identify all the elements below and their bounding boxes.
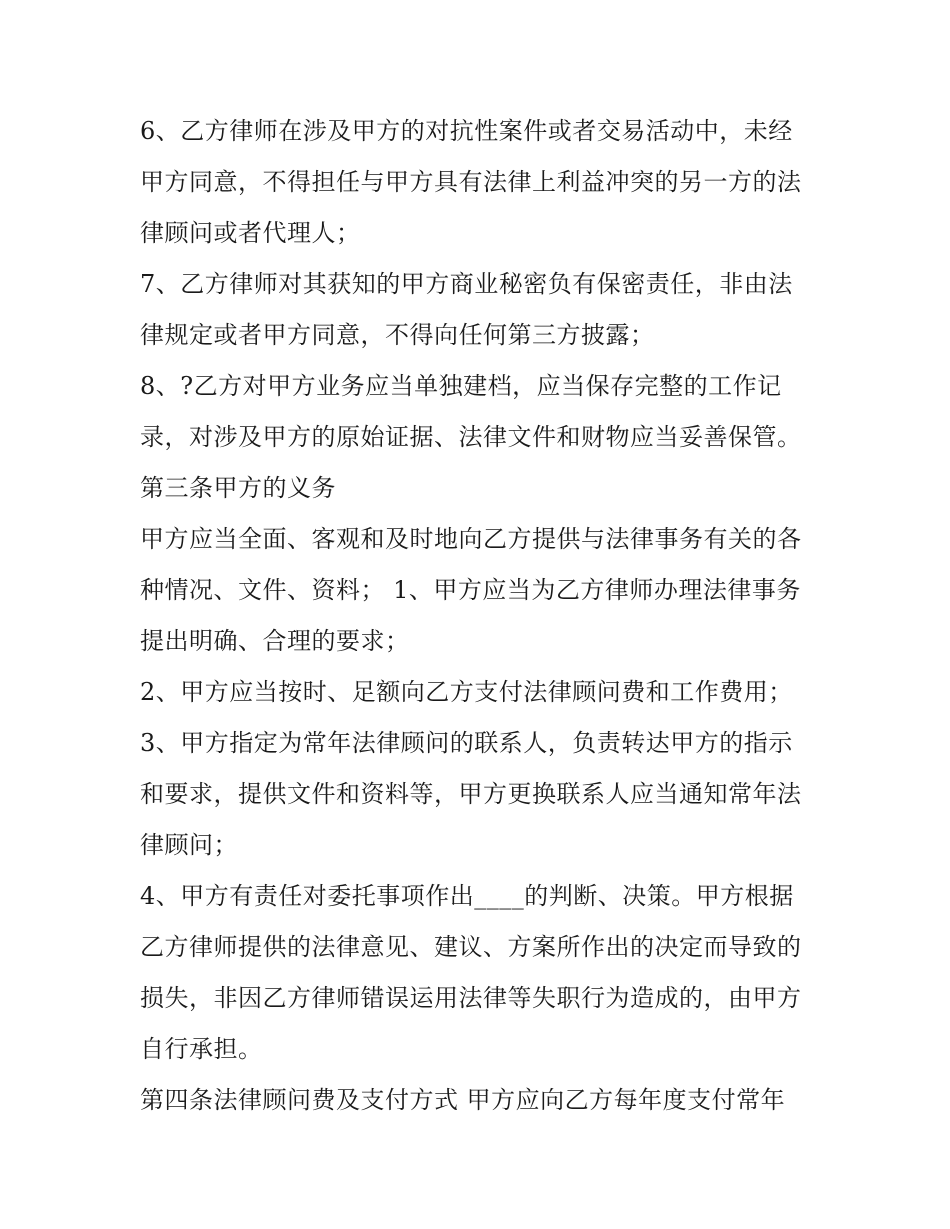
text-line: 乙方律师提供的法律意见、建议、方案所作出的决定而导致的 xyxy=(140,933,802,961)
text-line: 提出明确、合理的要求； xyxy=(140,627,410,655)
text-line: 律规定或者甲方同意，不得向任何第三方披露； xyxy=(140,321,655,349)
text-line: 3、甲方指定为常年法律顾问的联系人，负责转达甲方的指示 xyxy=(140,729,793,757)
text-line: 8、?乙方对甲方业务应当单独建档，应当保存完整的工作记 xyxy=(140,372,782,400)
text-line: 甲方应当全面、客观和及时地向乙方提供与法律事务有关的各 xyxy=(140,525,802,553)
text-line: 和要求，提供文件和资料等，甲方更换联系人应当通知常年法 xyxy=(140,780,802,808)
text-line: 律顾问； xyxy=(140,831,238,859)
text-line: 自行承担。 xyxy=(140,1035,263,1063)
text-line: 律顾问或者代理人； xyxy=(140,219,361,247)
text-line: 2、甲方应当按时、足额向乙方支付法律顾问费和工作费用； xyxy=(140,678,793,706)
text-line: 损失，非因乙方律师错误运用法律等失职行为造成的，由甲方 xyxy=(140,984,802,1012)
text-line: 4、甲方有责任对委托事项作出____的判断、决策。甲方根据 xyxy=(140,882,794,910)
section-heading: 第三条甲方的义务 xyxy=(140,474,336,502)
text-line: 录，对涉及甲方的原始证据、法律文件和财物应当妥善保管。 xyxy=(140,423,802,451)
text-line: 种情况、文件、资料； 1、甲方应当为乙方律师办理法律事务 xyxy=(140,576,801,604)
section-heading: 第四条法律顾问费及支付方式 甲方应向乙方每年度支付常年 xyxy=(140,1086,786,1114)
text-line: 7、乙方律师对其获知的甲方商业秘密负有保密责任，非由法 xyxy=(140,270,793,298)
text-line: 6、乙方律师在涉及甲方的对抗性案件或者交易活动中，未经 xyxy=(140,117,793,145)
document-body xyxy=(140,106,820,1126)
text-line: 甲方同意，不得担任与甲方具有法律上利益冲突的另一方的法 xyxy=(140,168,802,196)
